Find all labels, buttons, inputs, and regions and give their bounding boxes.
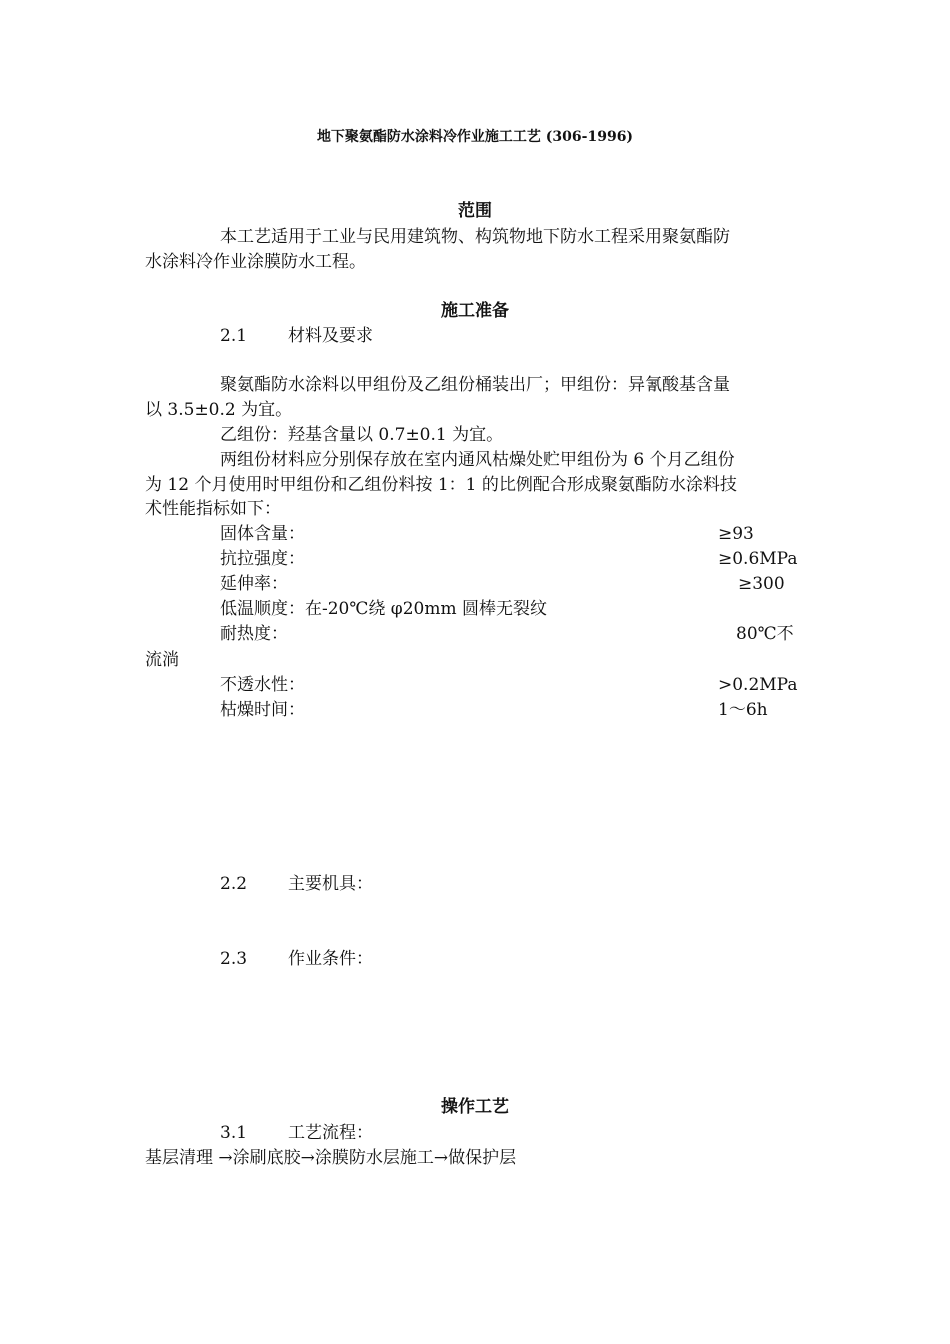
storage-paragraph-line-1: 两组份材料应分别保存放在室内通风枯燥处贮甲组份为 6 个月乙组份 (220, 450, 735, 470)
spec-impermeability-value: >0.2MPa (718, 675, 798, 695)
subsection-label-3-1: 工艺流程： (288, 1123, 373, 1143)
spec-tensile-label: 抗拉强度： (220, 549, 305, 569)
subsection-number-2-3: 2.3 (220, 949, 248, 969)
storage-paragraph-line-3: 术性能指标如下： (145, 499, 281, 519)
scope-paragraph-line-2: 水涂料冷作业涂膜防水工程。 (145, 252, 366, 272)
spec-elongation-label: 延伸率： (220, 574, 288, 594)
section-heading-prep: 施工准备 (441, 301, 509, 321)
spec-elongation-value: ≥300 (738, 574, 785, 594)
subsection-label-2-3: 作业条件： (288, 949, 373, 969)
spec-heat-continued: 流淌 (145, 650, 179, 670)
subsection-number-2-1: 2.1 (220, 326, 248, 346)
spec-heat-label: 耐热度： (220, 624, 288, 644)
subsection-number-3-1: 3.1 (220, 1123, 248, 1143)
subsection-label-2-2: 主要机具： (288, 874, 373, 894)
storage-paragraph-line-2: 为 12 个月使用时甲组份和乙组份料按 1：1 的比例配合形成聚氨酯防水涂料技 (145, 475, 737, 495)
material-paragraph-line-2: 以 3.5±0.2 为宜。 (145, 400, 293, 420)
spec-solid-label: 固体含量： (220, 524, 305, 544)
subsection-number-2-2: 2.2 (220, 874, 248, 894)
spec-heat-value: 80℃不 (736, 624, 794, 644)
spec-impermeability-label: 不透水性： (220, 675, 305, 695)
spec-tensile-value: ≥0.6MPa (718, 549, 798, 569)
section-heading-ops: 操作工艺 (441, 1097, 509, 1117)
spec-low-temp: 低温顺度：在-20℃绕 φ20mm 圆棒无裂纹 (220, 599, 547, 619)
scope-paragraph-line-1: 本工艺适用于工业与民用建筑物、构筑物地下防水工程采用聚氨酯防 (220, 227, 730, 247)
component-b-paragraph: 乙组份：羟基含量以 0.7±0.1 为宜。 (220, 425, 504, 445)
document-title: 地下聚氨酯防水涂料冷作业施工工艺 (306-1996) (316, 129, 634, 145)
section-heading-scope: 范围 (458, 201, 492, 221)
material-paragraph-line-1: 聚氨酯防水涂料以甲组份及乙组份桶装出厂；甲组份：异氰酸基含量 (220, 375, 730, 395)
subsection-label-2-1: 材料及要求 (288, 326, 373, 346)
process-flow: 基层清理 →涂刷底胶→涂膜防水层施工→做保护层 (145, 1148, 517, 1168)
spec-dry-time-label: 枯燥时间： (220, 700, 305, 720)
spec-dry-time-value: 1～6h (718, 700, 768, 720)
spec-solid-value: ≥93 (718, 524, 754, 544)
